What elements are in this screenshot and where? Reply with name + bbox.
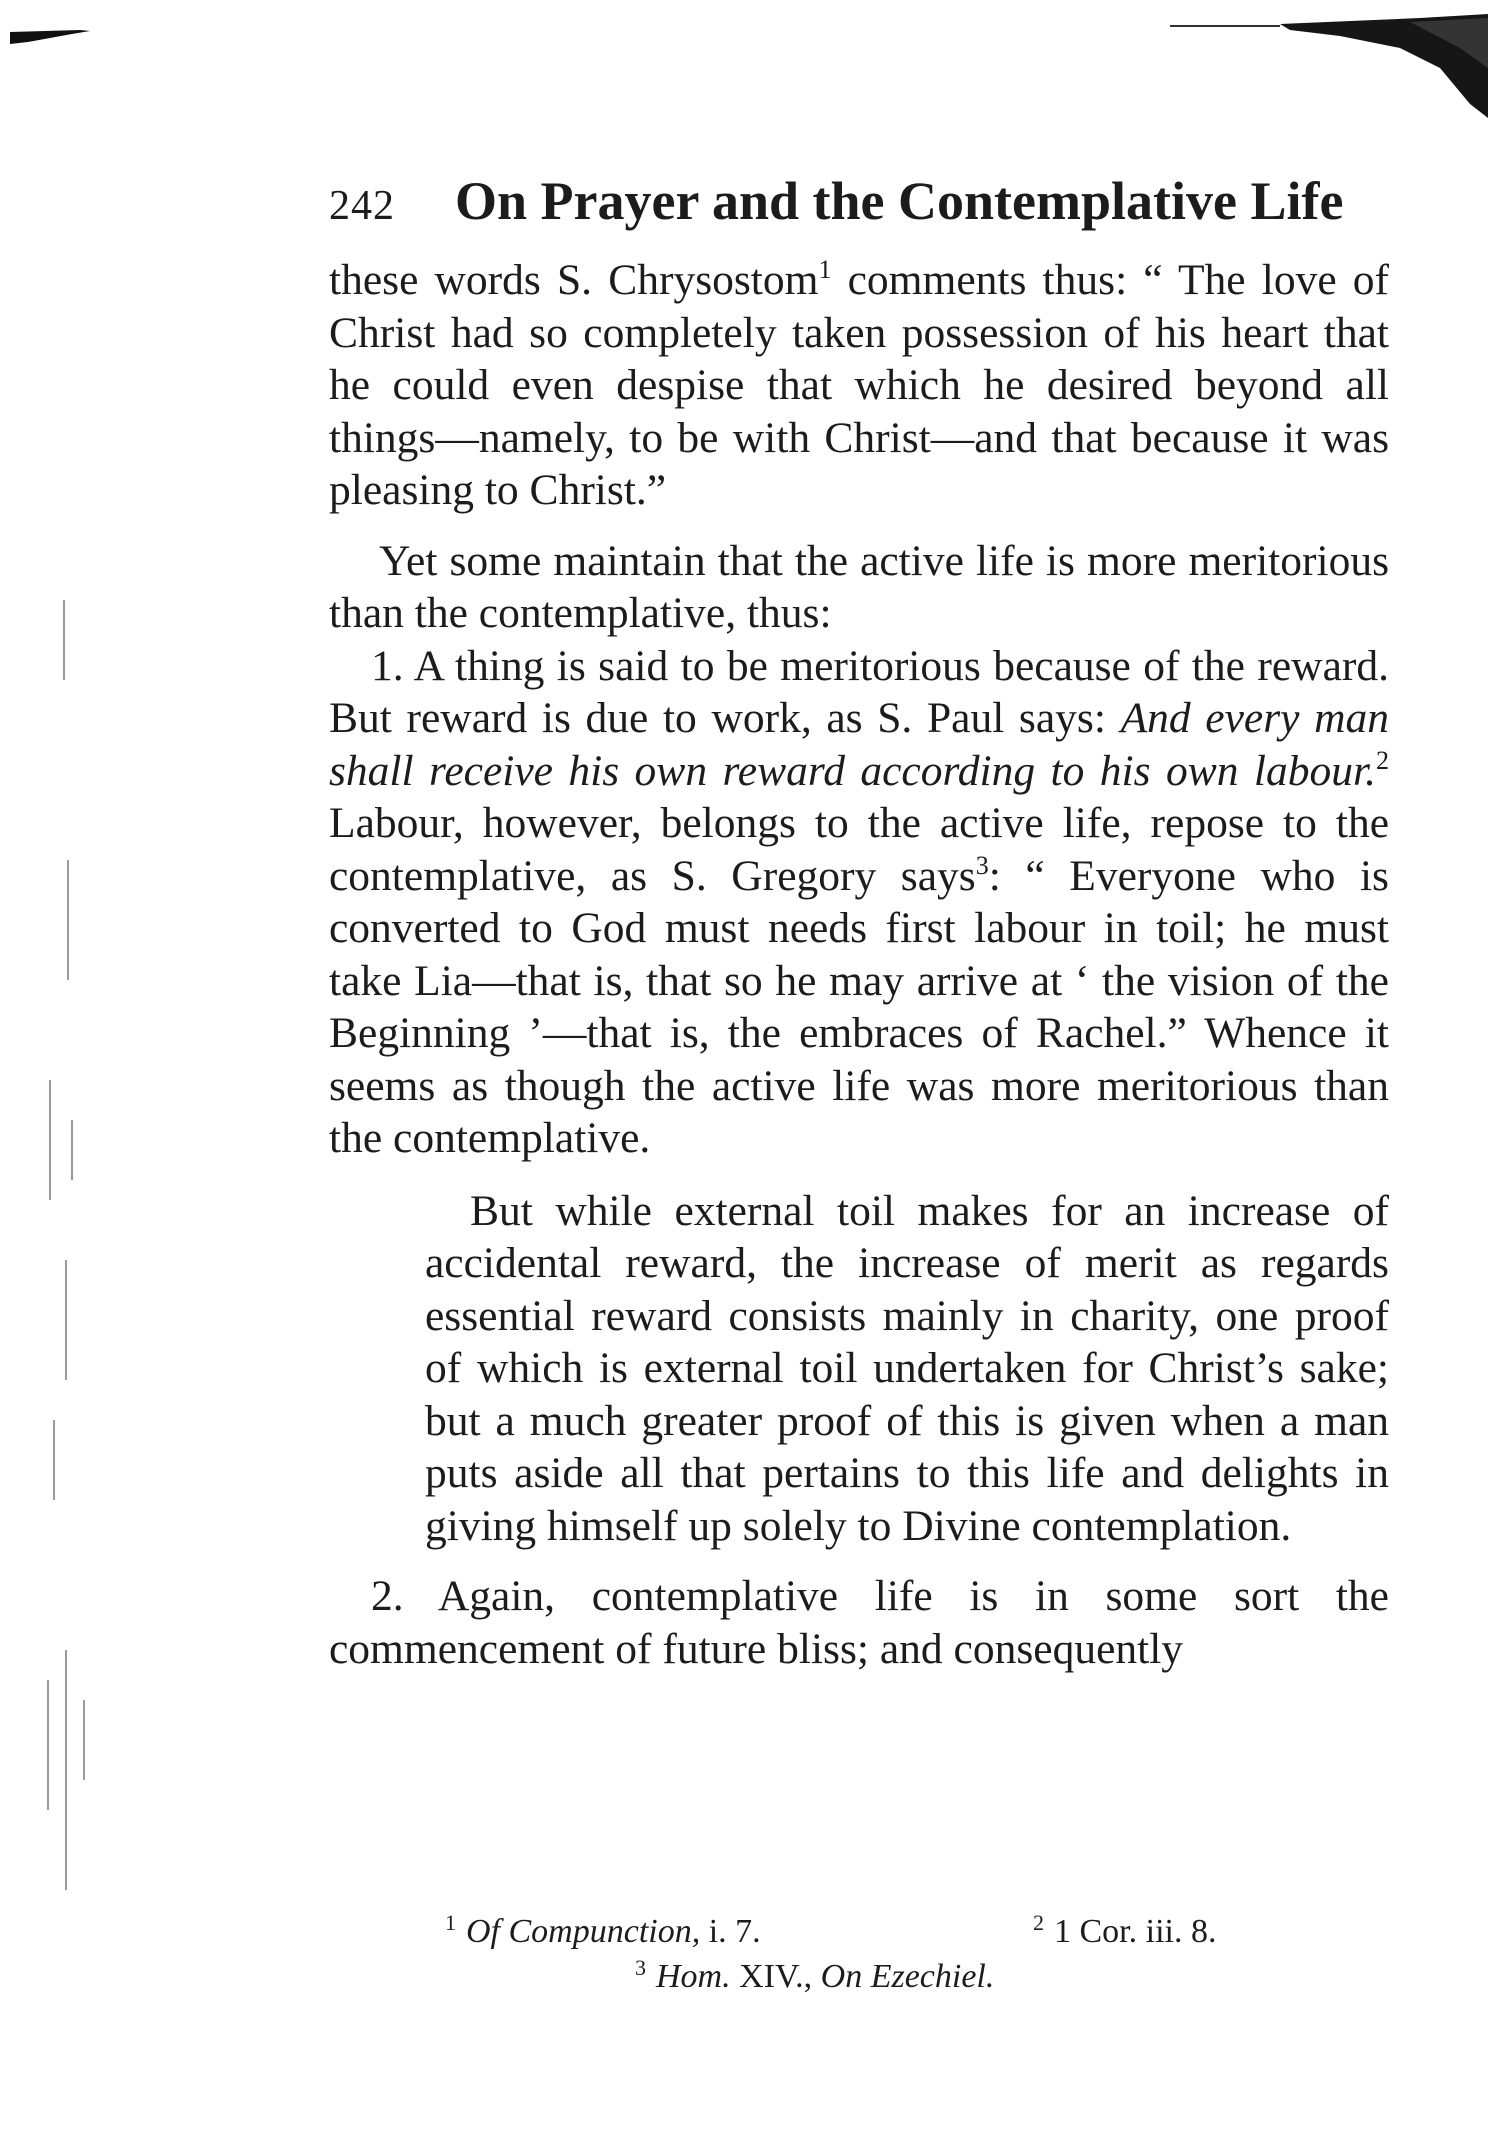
- scan-gutter-noise: [20, 560, 100, 1900]
- footnote-ref-3: 3: [975, 850, 989, 880]
- footnote-3: $^3$ Hom. XIV., On Ezechiel.: [635, 1955, 995, 1995]
- footnote-1: $^1$ Of Compunction, i. 7.: [445, 1910, 761, 1950]
- footnote-row: [329, 1945, 1389, 1995]
- paragraph-objection-2: 2. Again, contemplative life is in some sort the commencement of future bliss; and consequently: [329, 1572, 1389, 1673]
- paragraph-objection-intro: Yet some maintain that the active life is more meritorious than the contemplative, thus:: [329, 536, 1389, 637]
- main-text: [329, 254, 1389, 1675]
- page-number: 242: [329, 183, 395, 229]
- running-title: On Prayer and the Contemplative Life: [455, 171, 1344, 231]
- paragraph-reply-1: But while external toil makes for an increase of accidental reward, the increase of merit as regards essential reward consists mainly in charity, one proof of which is external toil undertaken for Christ’s sake; but a much greater proof of this is given when a man puts aside all that pertains to this life and delights in giving himself up solely to Divine contemplation.: [425, 1186, 1389, 1550]
- scan-corner-shadow: [1170, 8, 1488, 118]
- footnote-2: $^2$ 1 Cor. iii. 8.: [1033, 1910, 1217, 1950]
- paragraph-objection-1: 1. A thing is said to be meritorious because of the reward. But reward is due to work, as S. Paul says: And every man shall receive his own reward according to his own labour.$^2$ Labour, however, belongs to the active life, repose to the contemplative, as S. Gregory says$^3$: “ Everyone who is converted to God must needs first labour in toil; he must take Lia—that is, that so he may arrive at ‘ the vision of the Beginning ’—that is, the embraces of Rachel.” Whence it seems as though the active life was more meritorious than the contemplative.: [329, 641, 1389, 1162]
- footnote-ref-2: 2: [1376, 745, 1389, 775]
- footnote-ref-1: 1: [818, 255, 832, 284]
- scan-edge-mark: [10, 30, 90, 44]
- footnotes: [329, 1900, 1389, 1995]
- footnote-row: [329, 1900, 1389, 1950]
- paragraph-chrysostom: these words S. Chrysostom$^1$ comments thus: “ The love of Christ had so completely taken possession of his heart that he could even despise that which he desired beyond all things—namely, to be with Christ—and that because it was pleasing to Christ.”: [329, 255, 1389, 514]
- running-header: [329, 168, 1389, 238]
- scripture-quote: And every man shall receive his own reward according to his own labour.: [329, 694, 1389, 795]
